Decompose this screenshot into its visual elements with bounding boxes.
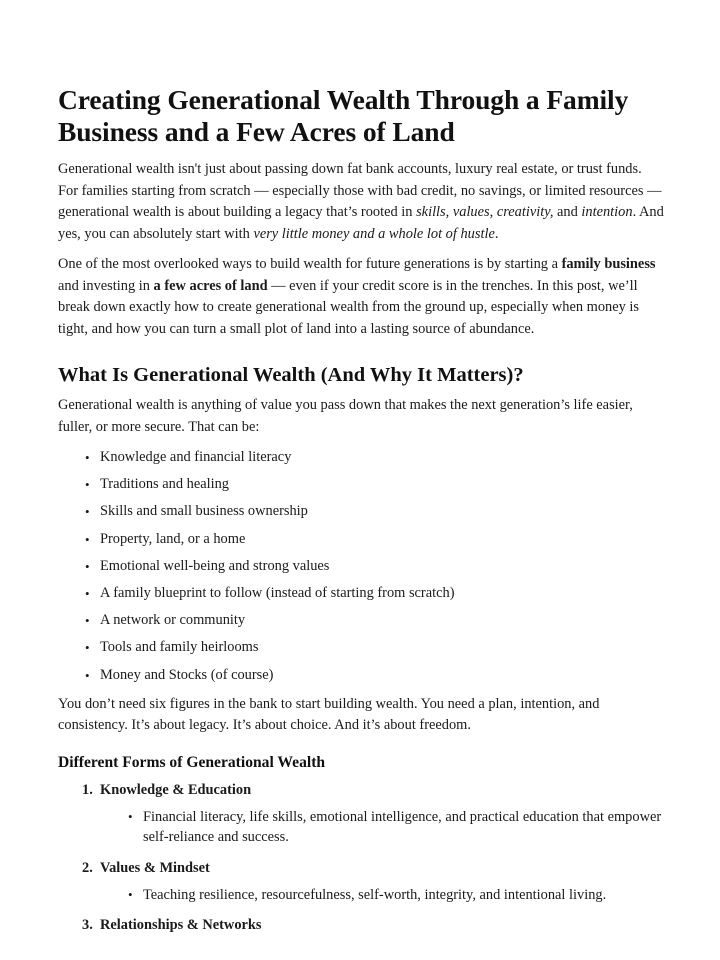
intro2-bold-family-business: family business <box>561 256 656 272</box>
section-heading-what-is: What Is Generational Wealth (And Why It Matters)? <box>58 364 524 386</box>
intro2-text-end: — even if your credit score is in the trenches. In this post, we’ll break down exactly how to create generational wealth from the ground up, especially when money is tight, and how you can turn a small plot of land into a lasting source of abundance. <box>58 277 640 337</box>
section1-closing: You don’t need six figures in the bank to start building wealth. You need a plan, intention, and consistency. It’s about legacy. It’s about choice. And it’s about freedom. <box>58 695 600 733</box>
form-detail: • Teaching resilience, resourcefulness, self-worth, integrity, and intentional living. <box>143 885 664 906</box>
form-number: 3. <box>82 917 93 933</box>
intro2-text-start: One of the most overlooked ways to build wealth for future generations is by starting a <box>58 256 562 272</box>
intro2-text-middle: and investing in <box>58 277 154 294</box>
article <box>58 84 664 946</box>
article-title: Creating Generational Wealth Through a Family Business and a Few Acres of Land <box>58 84 629 147</box>
list-item: • Emotional well-being and strong values <box>100 556 664 577</box>
form-title: Relationships & Networks <box>100 917 262 933</box>
intro-paragraph-1 <box>58 159 664 245</box>
form-detail-list <box>100 807 664 848</box>
intro1-text-and: and <box>553 204 582 220</box>
section1-lead: Generational wealth is anything of value you pass down that makes the next generation’s life easier, fuller, or more secure. That can be: <box>58 397 633 435</box>
list-item: • Knowledge and financial literacy <box>100 447 664 468</box>
list-item: • Traditions and healing <box>100 474 664 495</box>
form-detail: • Financial literacy, life skills, emotional intelligence, and practical education that empower self-reliance and success. <box>143 807 664 848</box>
intro1-text-end: . <box>494 225 499 242</box>
intro1-text-start: Generational wealth isn't just about passing down fat bank accounts, luxury real estate, or trust funds. For families starting from scratch — especially those with bad credit, no savings, or limited resources — generational wealth is about building a legacy that’s rooted in <box>58 161 662 220</box>
intro1-text-middle: . And yes, you can absolutely start with <box>58 204 664 242</box>
form-number: 1. <box>82 781 93 798</box>
intro-paragraph-2 <box>58 254 664 340</box>
form-item-knowledge <box>82 780 664 848</box>
section-heading-forms: Different Forms of Generational Wealth <box>58 753 326 771</box>
list-item: • Money and Stocks (of course) <box>100 665 664 686</box>
intro1-italic-intention: intention <box>581 204 633 220</box>
list-item: • Property, land, or a home <box>100 529 664 550</box>
intro2-bold-acres: a few acres of land <box>153 277 268 294</box>
form-number: 2. <box>82 859 93 876</box>
wealth-list <box>58 447 664 686</box>
form-title: Knowledge & Education <box>100 781 252 798</box>
form-item-relationships <box>82 915 664 936</box>
intro1-italic-skills: skills, values, creativity, <box>416 204 554 220</box>
form-title: Values & Mindset <box>100 859 210 876</box>
list-item: • Skills and small business ownership <box>100 501 664 522</box>
list-item: • A network or community <box>100 610 664 631</box>
form-item-values <box>82 858 664 906</box>
list-item: • Tools and family heirlooms <box>100 637 664 658</box>
forms-list <box>58 780 664 937</box>
form-detail-list <box>100 885 664 906</box>
intro1-italic-hustle: very little money and a whole lot of hustle <box>253 225 495 242</box>
list-item: • A family blueprint to follow (instead of starting from scratch) <box>100 583 664 604</box>
